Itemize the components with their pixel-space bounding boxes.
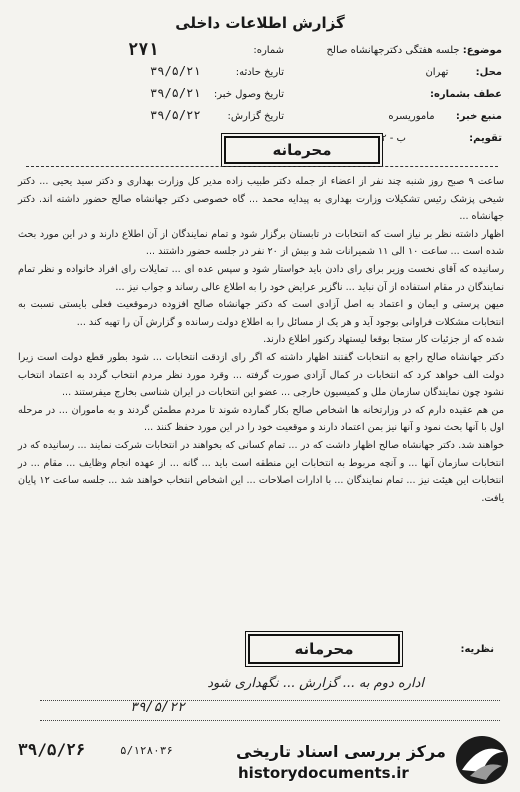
event-date-value: ۳۹/۵/۲۱ [150, 64, 201, 78]
assessment-row [381, 133, 502, 144]
report-date-value: ۳۹/۵/۲۲ [150, 108, 201, 122]
body-paragraph: ساعت ۹ صبح روز شنبه چند نفر از اعضاء از جمله دکتر طبیب زاده مدیر کل وزارت بهداری و دکتر سید یحیی ... دکتر شیخی پزشک رئیس تشکیلات وزارت بهداری به پیدایه محمد ... گاه خصوصی دکتر جهانشاه صالح حضور داشته اند. دکتر جهانشاه ... [18, 176, 505, 223]
bottom-left-code: ۵/۱۲۸۰۳۶ [120, 744, 173, 757]
confidential-stamp-top [224, 136, 380, 164]
receipt-date-label: تاریخ وصول خبر: [213, 89, 284, 100]
confidential-stamp-bottom [248, 634, 400, 664]
watermark-url: historydocuments.ir [238, 764, 409, 782]
body-paragraph: میهن پرستی و ایمان و اعتماد به اصل آزادی است که دکتر جهانشاه صالح افزوده درموقعیت فعلی بایستی نسبت به انتخابات مشکلات فراوانی بوجود آید و هر یک از مسائل را به اطلاع دولت رسانده و گزارش آن را تهیه کند ... [18, 299, 504, 328]
stamp-top-text: محرمانه [272, 141, 332, 159]
notes-label: نظریه: [460, 644, 494, 655]
place-value: تهران [425, 67, 449, 78]
number-value: ۲۷۱ [128, 40, 159, 60]
subject-label: موضوع: [462, 45, 502, 56]
handwritten-note: اداره دوم به ... گزارش ... نگهداری شود [207, 676, 424, 691]
report-date-label: تاریخ گزارش: [227, 111, 284, 122]
bottom-left-number: ۳۹/۵/۲۶ [18, 740, 86, 759]
number-label: شماره: [253, 45, 284, 56]
ref-number-row [430, 89, 502, 100]
ref-number-label: عطف بشماره: [429, 89, 502, 100]
body-paragraph: من هم عقیده دارم که در وزارتخانه ها اشخاص صالح بکار گمارده شوند تا مردم مطمئن گردند و به ماموران ... در مرحله اول با آنها بحث نمود و آنها نیز بمن اعتماد دارند و موقعیت خود را در این مورد حفظ کنند ... [18, 404, 504, 434]
source-value: ماموریسره [388, 111, 435, 122]
date-dotted-line [40, 720, 500, 721]
assessment-value: ب - ۲ [381, 133, 406, 144]
receipt-date-value: ۳۹/۵/۲۱ [150, 86, 201, 100]
body-paragraph: شده که از جزئیات کار ستجا بوقعا لیستهاد رکنور اطلاع دارند. [263, 334, 504, 346]
source-label: منبع خبر: [455, 111, 502, 122]
event-date-label: تاریخ حادثه: [235, 67, 284, 78]
body-paragraph: دکتر جهانشاه صالح راجع به انتخابات گفتند اظهار داشته که اگر رای ازدقت انتخابات ... شود بطور قطع دولت است زیرا دولت الف خواهد کرد که انتخابات در کمال آزادی صورت گرفته ... وقرد مورد نظر مردم انتخاب گردد به اعتماد انتخاب نشود چون نمایندگان سازمان ملل و کمیسیون خارجی ... عضو این انتخابات در ایران شناسی بخارج میفرستند ... [18, 351, 504, 399]
body-paragraph: خواهند شد. دکتر جهانشاه صالح اظهار داشت که در ... تمام کسانی که بخواهند در انتخابات شرکت نمایند ... رسانیده که در انتخابات سازمان آنها ... و آنچه مربوط به انتخابات این منطقه است باید ... گانه ... از عهده انجام وظایف ... مقام ... در انتخابات این هیئت نیز ... تمام نمایندگان ... با ادارات اصلاحات ... این اشخاص انتخاب خواهند شد ... جلسه ساعت ۱۲ پایان یافت. [18, 439, 504, 504]
report-body [18, 173, 504, 507]
body-paragraph: اظهار داشته نظر بر نیاز است که انتخابات در تابستان برگزار شود و تمام نمایندگان از آن اطلاع دارند و در این مورد بحث شده است ... ساعت ۱۰ الی ۱۱ شمیرانات شد و بیش از ۲۰ نفر در جلسه حضور داشتند ... [18, 228, 504, 258]
subject-value: جلسه هفتگی دکترجهانشاه صالح [326, 45, 460, 56]
note-dotted-line [40, 700, 500, 701]
source-row [388, 111, 502, 122]
body-paragraph: رسانیده که آقای نخست وزیر برای رای دادن باید خواستار شود و سپس عده ای ... تمایلات رای افراد خانواده و نظر تمام نمایندگان در مقام استفاده از آن نباید ... ناگزیر عرایض خود را به اطلاع عالی رساند و جواب نیز ... [18, 263, 504, 293]
header-separator [26, 166, 498, 167]
place-label: محل: [475, 67, 502, 78]
archive-logo-icon [452, 730, 512, 786]
report-title: گزارش اطلاعات داخلی [175, 14, 345, 32]
handwritten-date: ۳۹/۵/۲۲ [130, 700, 185, 715]
watermark-name: مرکز بررسی اسناد تاریخی [236, 742, 446, 761]
stamp-bottom-text: محرمانه [294, 640, 354, 658]
subject-row [326, 45, 502, 56]
place-row [425, 67, 502, 78]
assessment-label: تقویم: [469, 133, 502, 144]
